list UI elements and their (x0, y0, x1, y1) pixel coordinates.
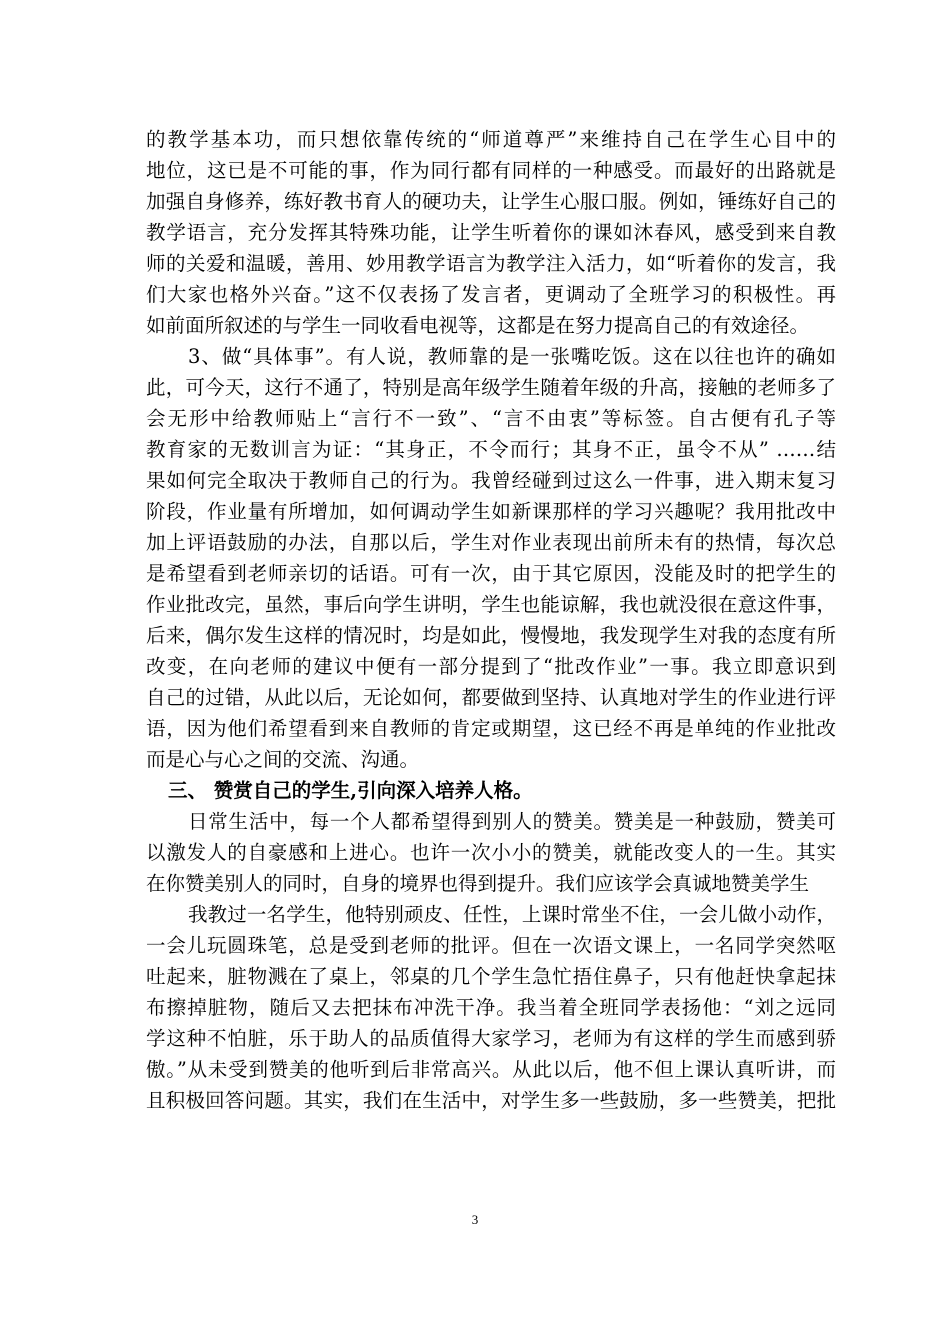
text-line: 吐起来，脏物溅在了桌上，邻桌的几个学生急忙捂住鼻子，只有他赶快拿起抹 (146, 965, 836, 988)
text-line: 我教过一名学生，他特别顽皮、任性，上课时常坐不住，一会儿做小动作， (188, 903, 836, 926)
text-line: 加强自身修养，练好教书育人的硬功夫，让学生心服口服。例如，锤练好自己的 (146, 190, 836, 213)
text-line: 以激发人的自豪感和上进心。也许一次小小的赞美，就能改变人的一生。其实 (146, 841, 836, 864)
paragraph (146, 806, 836, 899)
text-line: 果如何完全取决于教师自己的行为。我曾经碰到过这么一件事，进入期末复习 (146, 469, 836, 492)
text-line: 3、做“具体事”。有人说，教师靠的是一张嘴吃饭。这在以往也许的确如 (188, 345, 836, 368)
text-line: 布擦掉脏物，随后又去把抹布冲洗干净。我当着全班同学表扬他：“刘之远同 (146, 996, 836, 1019)
text-line: 如前面所叙述的与学生一同收看电视等，这都是在努力提高自己的有效途径。 (146, 314, 810, 337)
text-line: 教育家的无数训言为证：“其身正，不令而行；其身不正，虽令不从” ……结 (146, 438, 836, 461)
text-line: 加上评语鼓励的办法，自那以后，学生对作业表现出前所未有的热情，每次总 (146, 531, 836, 554)
text-line: 日常生活中，每一个人都希望得到别人的赞美。赞美是一种鼓励，赞美可 (188, 810, 836, 833)
paragraph (146, 341, 836, 775)
text-line: 此，可今天，这行不通了，特别是高年级学生随着年级的升高，接触的老师多了 (146, 376, 836, 399)
text-line: 傲。”从未受到赞美的他听到后非常高兴。从此以后，他不但上课认真听讲，而 (146, 1058, 836, 1081)
page-number: 3 (471, 1212, 479, 1227)
text-line: 改变，在向老师的建议中便有一部分提到了“批改作业”一事。我立即意识到 (146, 655, 836, 678)
paragraph (146, 899, 836, 1116)
text-line: 语，因为他们希望看到来自教师的肯定或期望，这已经不再是单纯的作业批改 (146, 717, 836, 740)
text-line: 自己的过错，从此以后，无论如何，都要做到坚持、认真地对学生的作业进行评 (146, 686, 836, 709)
text-line: 师的关爱和温暖，善用、妙用教学语言为教学注入活力，如“听着你的发言，我 (146, 252, 836, 275)
text-line: 在你赞美别人的同时，自身的境界也得到提升。我们应该学会真诚地赞美学生 (146, 872, 810, 895)
text-line: 学这种不怕脏，乐于助人的品质值得大家学习，老师为有这样的学生而感到骄 (146, 1027, 836, 1050)
text-line: 地位，这已是不可能的事，作为同行都有同样的一种感受。而最好的出路就是 (146, 159, 836, 182)
document-body (146, 124, 836, 1116)
text-line: 的教学基本功，而只想依靠传统的“师道尊严”来维持自己在学生心目中的 (146, 128, 836, 151)
text-line: 作业批改完，虽然，事后向学生讲明，学生也能谅解，我也就没很在意这件事， (146, 593, 836, 616)
section-heading: 三、 赞赏自己的学生,引向深入培养人格。 (168, 779, 533, 802)
text-line: 教学语言，充分发挥其特殊功能，让学生听着你的课如沐春风，感受到来自教 (146, 221, 836, 244)
text-line: 们大家也格外兴奋。”这不仅表扬了发言者，更调动了全班学习的积极性。再 (146, 283, 836, 306)
text-line: 而是心与心之间的交流、沟通。 (146, 748, 420, 771)
text-line: 且积极回答问题。其实，我们在生活中，对学生多一些鼓励，多一些赞美，把批 (146, 1089, 836, 1112)
paragraph (146, 124, 836, 341)
text-line: 后来，偶尔发生这样的情况时，均是如此，慢慢地，我发现学生对我的态度有所 (146, 624, 836, 647)
text-line: 一会儿玩圆珠笔，总是受到老师的批评。但在一次语文课上，一名同学突然呕 (146, 934, 836, 957)
text-line: 是希望看到老师亲切的话语。可有一次，由于其它原因，没能及时的把学生的 (146, 562, 836, 585)
text-line: 阶段，作业量有所增加，如何调动学生如新课那样的学习兴趣呢？我用批改中 (146, 500, 836, 523)
text-line: 会无形中给教师贴上“言行不一致”、“言不由衷”等标签。自古便有孔子等 (146, 407, 836, 430)
